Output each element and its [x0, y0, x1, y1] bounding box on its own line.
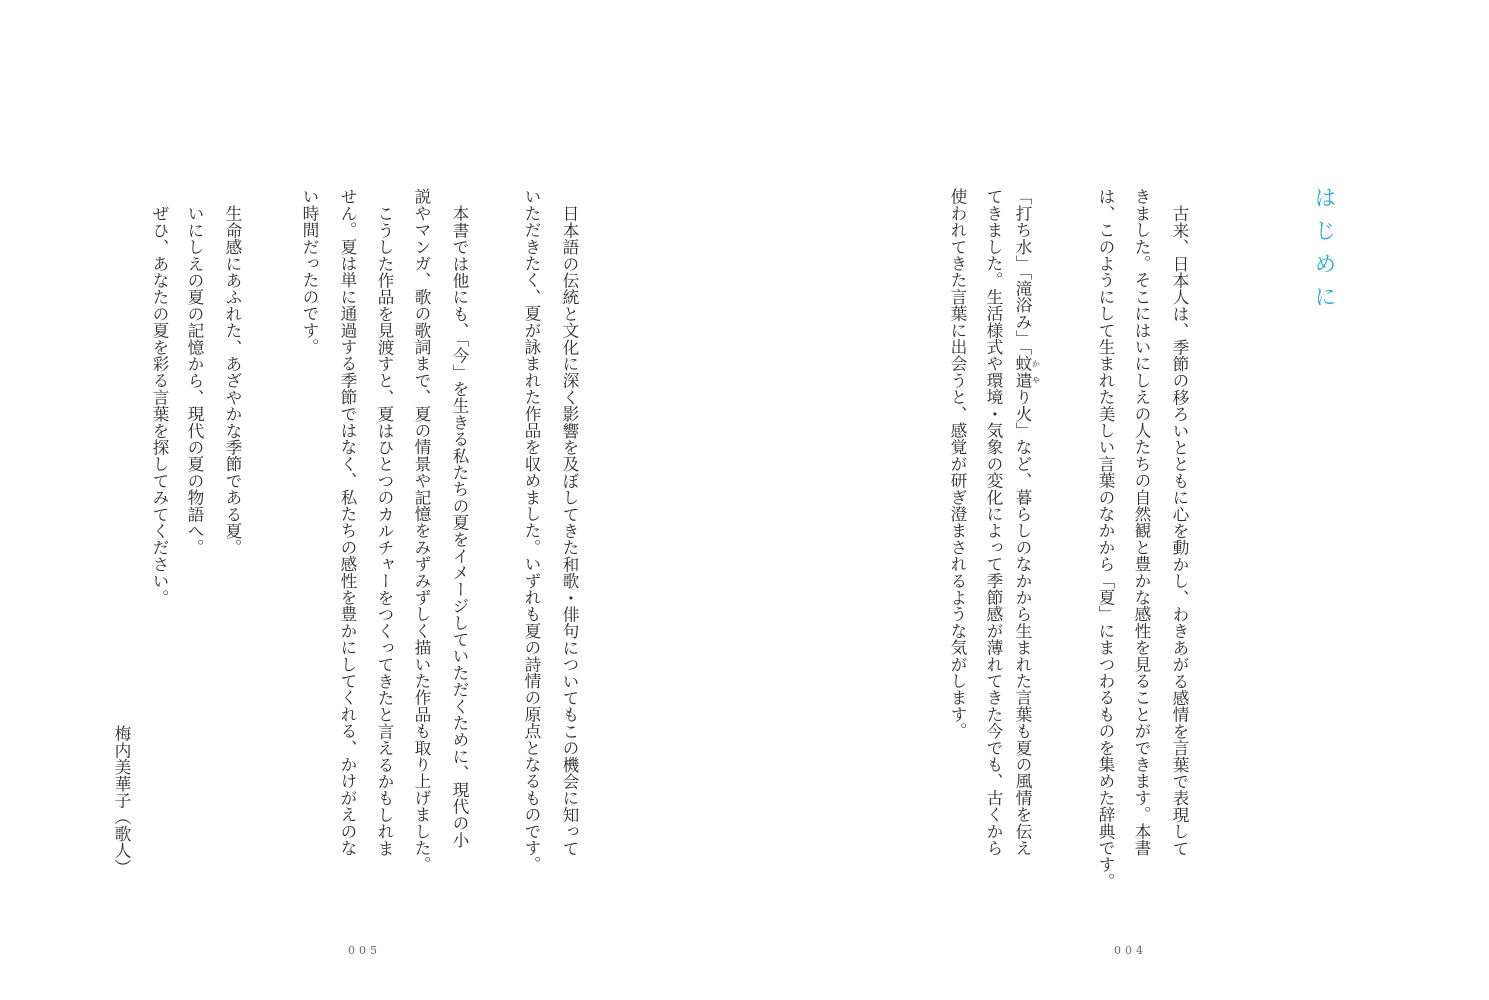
text-column: 生命感にあふれた、あざやかな季節である夏。	[223, 205, 243, 556]
text-segment: り火」など、暮らしのなかから生まれた言葉も夏の風情を伝え	[1013, 388, 1033, 857]
text-column: 日本語の伝統と文化に深く影響を及ぼしてきた和歌・俳句についてもこの機会に知って	[560, 205, 580, 857]
author-name: 梅内美華子（歌人）	[112, 725, 132, 876]
page-number: 005	[348, 944, 381, 957]
text-segment: 「打ち水」「滝浴み」「	[1013, 188, 1033, 355]
text-column: 使われてきた言葉に出会うと、感覚が研ぎ澄まされるような気がします。	[948, 188, 968, 740]
page-title: はじめに	[1311, 186, 1336, 318]
text-column: きました。そこにはいにしえの人たちの自然観と豊かな感性を見ることができます。本書	[1132, 188, 1152, 856]
text-column: てきました。生活様式や環境・気象の変化によって季節感が薄れてきた今でも、古くから	[984, 188, 1004, 856]
text-column-with-ruby	[1013, 188, 1041, 857]
text-column: は、このようにして生まれた美しい言葉のなかから「夏」にまつわるものを集めた辞典です。	[1096, 188, 1116, 890]
text-column: せん。夏は単に通過する季節ではなく、私たちの感性を豊かにしてくれる、かけがえのな	[338, 188, 358, 856]
text-column: い時間だったのです。	[300, 188, 320, 355]
ruby-reading: かや	[1031, 355, 1041, 389]
text-column: 説やマンガ、歌の歌詞まで、夏の情景や記憶をみずみずしく描いた作品も取り上げました。	[412, 188, 432, 873]
text-column: ぜひ、あなたの夏を彩る言葉を探してみてください。	[150, 205, 170, 606]
ruby-word	[1013, 355, 1041, 389]
text-column: いにしえの夏の記憶から、現代の夏の物語へ。	[185, 205, 205, 556]
text-column: 本書では他にも、「今」を生きる私たちの夏をイメージしていただくために、現代の小	[450, 205, 470, 848]
text-column: 古来、日本人は、季節の移ろいとともに心を動かし、わきあがる感情を言葉で表現して	[1170, 205, 1190, 857]
ruby-base: 蚊遣	[1013, 355, 1033, 389]
text-column: いただきたく、夏が詠まれた作品を収めました。いずれも夏の詩情の原点となるものです。	[522, 188, 542, 873]
page-number: 004	[1114, 944, 1147, 957]
text-column: こうした作品を見渡すと、夏はひとつのカルチャーをつくってきたと言えるかもしれま	[375, 205, 395, 857]
